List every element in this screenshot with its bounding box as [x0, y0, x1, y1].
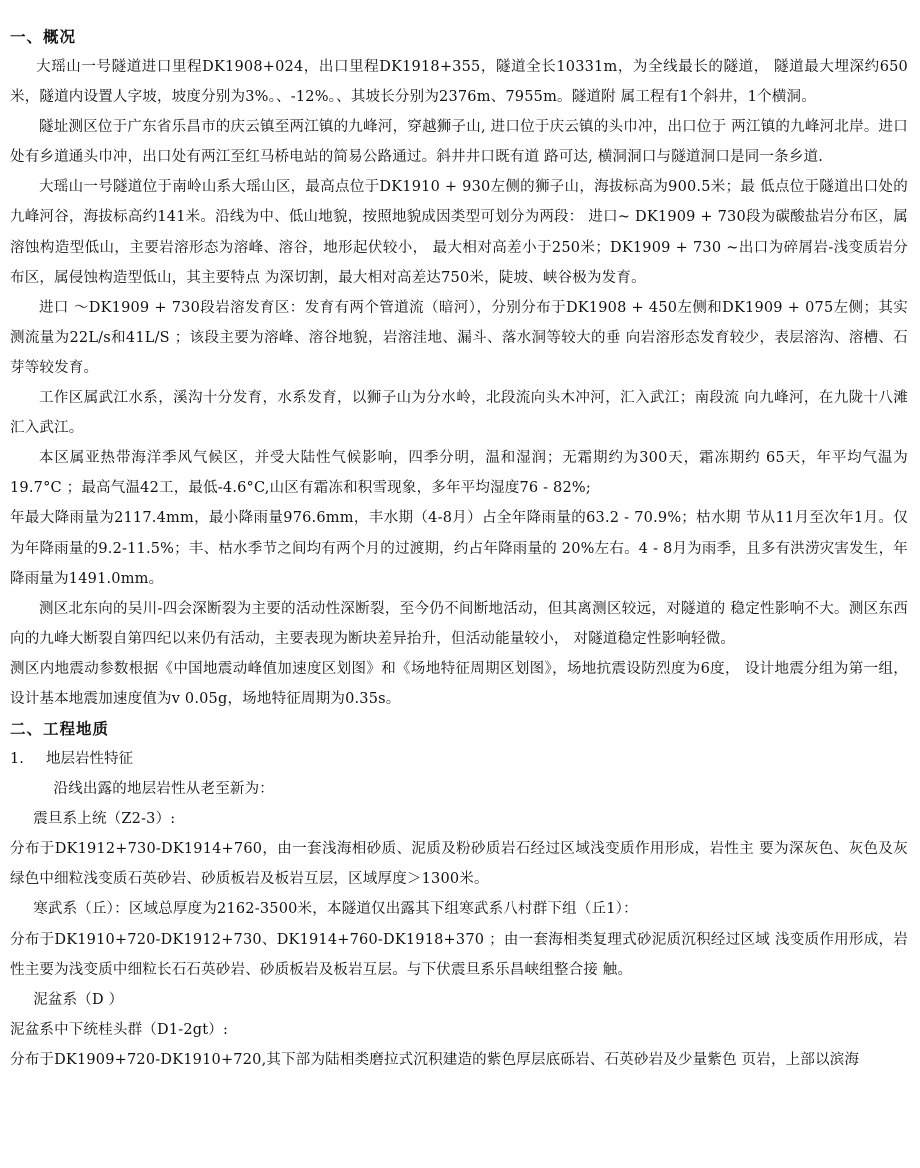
sinian-text: 分布于DK1912+730-DK1914+760，由一套浅海相砂质、泥质及粉砂质岩石经过区域浅变质作用形成，岩性主 要为深灰色、灰色及灰绿色中细粒浅变质石英砂岩、砂质板岩及板岩互层，区域厚度＞1300米。 — [10, 841, 908, 888]
strata-intro: 沿线出露的地层岩性从老至新为： — [53, 781, 274, 798]
paragraph-landform: 大瑶山一号隧道位于南岭山系大瑶山区，最高点位于DK1910 + 930左侧的狮子山，海拔标高为900.5米；最 低点位于隧道出口处的九峰河谷，海拔标高约141米。沿线为中、低山地貌，按照地貌成因类型可划分为两段： 进口~ DK1909 + 730段为碳酸盐岩分布区，属溶蚀构造型低山，主要岩溶形态为溶峰、溶谷，地形起伏较小， 最大相对高差小于250米；DK1909 + 730 ~出口为碎屑岩-浅变质岩分布区，属侵蚀构造型低山，其主要特点 为深切割，最大相对高差达750米，陡坡、峡谷极为发育。 — [10, 179, 908, 286]
paragraph-climate: 本区属亚热带海洋季风气候区，并受大陆性气候影响，四季分明，温和湿润；无霜期约为300天，霜冻期约 65天，年平均气温为19.7°C ；最高气温42工，最低-4.6°C,山区有霜冻和积雪现象，多年平均湿度76 - 82%; — [10, 450, 908, 497]
paragraph-seismic: 测区内地震动参数根据《中国地震动峰值加速度区划图》和《场地特征周期区划图》，场地抗震设防烈度为6度， 设计地震分组为第一组，设计基本地震加速度值为v 0.05g，场地特征周期为0.35s。 — [10, 660, 908, 707]
subsection-number: 1. — [10, 751, 24, 768]
devonian-text: 分布于DK1909+720-DK1910+720,其下部为陆相类磨拉式沉积建造的紫色厚层底砾岩、石英砂岩及少量紫色 页岩，上部以滨海 — [10, 1051, 860, 1068]
paragraph-karst: 进口 ～DK1909 + 730段岩溶发育区：发育有两个管道流（暗河），分别分布于DK1908 + 450左侧和DK1909 + 075左侧；其实测流量为22L/s和41L/S ；该段主要为溶峰、溶谷地貌，岩溶洼地、漏斗、落水洞等较大的垂 向岩溶形态发育较少，表层溶沟、溶槽、石芽等较发育。 — [10, 299, 908, 376]
subsection-heading — [10, 744, 908, 774]
paragraph-water-system: 工作区属武江水系，溪沟十分发育，水系发育，以狮子山为分水岭，北段流向头木冲河，汇入武江；南段流 向九峰河，在九陇十八滩汇入武江。 — [10, 390, 908, 437]
cambrian-title: 寒武系（丘）：区域总厚度为2162-3500米，本隧道仅出露其下组寒武系八村群下组（丘1）： — [33, 901, 638, 918]
sinian-title: 震旦系上统（Z2-3）: — [33, 811, 176, 828]
devonian-subtitle: 泥盆系中下统桂头群（D1-2gt）: — [10, 1021, 229, 1038]
paragraph-tunnel-summary: 大瑶山一号隧道进口里程DK1908+024，出口里程DK1918+355，隧道全长10331m，为全线最长的隧道， 隧道最大埋深约650米，隧道内设置人字坡，坡度分别为3%。、-12%。、其坡长分别为2376m、7955m。隧道附 属工程有1个斜井，1个横洞。 — [10, 59, 908, 106]
subsection-title: 地层岩性特征 — [46, 751, 133, 768]
paragraph-faults: 测区北东向的吴川-四会深断裂为主要的活动性深断裂，至今仍不间断地活动，但其离测区较远，对隧道的 稳定性影响不大。测区东西向的九峰大断裂自第四纪以来仍有活动，主要表现为断块差异抬升，但活动能量较小， 对隧道稳定性影响轻微。 — [10, 600, 908, 647]
document-page — [10, 22, 908, 1075]
paragraph-location: 隧址测区位于广东省乐昌市的庆云镇至两江镇的九峰河，穿越狮子山, 进口位于庆云镇的头巾冲，出口位于 两江镇的九峰河北岸。进口处有乡道通头巾冲，出口处有两江至红马桥电站的简易公路通过。斜井井口既有道 路可达, 横洞洞口与隧道洞口是同一条乡道. — [10, 119, 908, 166]
cambrian-text: 分布于DK1910+720-DK1912+730、DK1914+760-DK1918+370 ；由一套海相类复理式砂泥质沉积经过区域 浅变质作用形成，岩性主要为浅变质中细粒长石石英砂岩、砂质板岩及板岩互层。与下伏震旦系乐昌峡组整合接 触。 — [10, 931, 908, 978]
devonian-title: 泥盆系（D ） — [33, 991, 124, 1008]
paragraph-rainfall: 年最大降雨量为2117.4mm，最小降雨量976.6mm，丰水期（4-8月）占全年降雨量的63.2 - 70.9%；枯水期 节从11月至次年1月。仅为年降雨量的9.2-11.5%；丰、枯水季节之间均有两个月的过渡期，约占年降雨量的 20%左右。4 - 8月为雨季，且多有洪涝灾害发生，年降雨量为1491.0mm。 — [10, 510, 908, 587]
section-title-overview: 一、概况 — [10, 28, 77, 46]
section-title-geology: 二、工程地质 — [10, 720, 110, 739]
